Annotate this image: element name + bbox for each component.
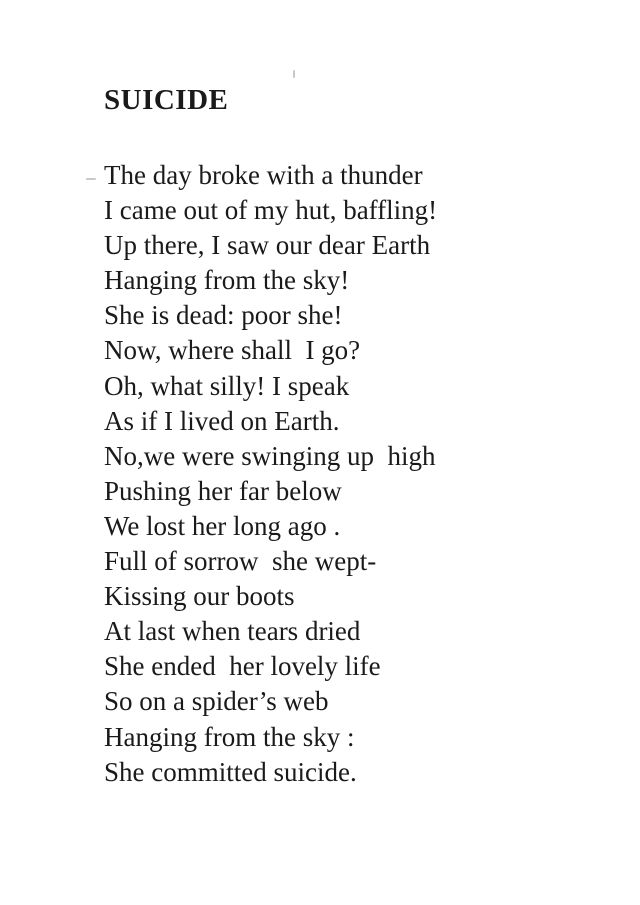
poem-line: Hanging from the sky : xyxy=(104,721,355,752)
poem-line: At last when tears dried xyxy=(104,616,361,647)
poem-line: Full of sorrow she wept- xyxy=(104,546,377,577)
poem-line: Pushing her far below xyxy=(104,475,342,506)
scan-speck xyxy=(293,70,295,78)
poem-line: As if I lived on Earth. xyxy=(104,405,340,436)
poem-line: The day broke with a thunder xyxy=(104,160,423,190)
poem-line: Hanging from the sky! xyxy=(104,265,350,296)
poem-line: She committed suicide. xyxy=(104,756,357,787)
poem-body xyxy=(104,158,437,790)
poem-line: I came out of my hut, baffling! xyxy=(104,195,438,226)
scan-speck xyxy=(86,178,96,180)
poem-line: No,we were swinging up high xyxy=(104,440,436,471)
poem-line: We lost her long ago . xyxy=(104,510,341,541)
poem-line: Up there, I saw our dear Earth xyxy=(104,230,431,261)
poem-line: Kissing our boots xyxy=(104,581,295,612)
poem-title: SUICIDE xyxy=(104,84,229,116)
poem-line: Oh, what silly! I speak xyxy=(104,370,350,401)
poem-line: She ended her lovely life xyxy=(104,651,381,682)
poem-line: She is dead: poor she! xyxy=(104,300,343,331)
poem-line: Now, where shall I go? xyxy=(104,335,361,366)
poem-line: So on a spider’s web xyxy=(104,686,329,717)
